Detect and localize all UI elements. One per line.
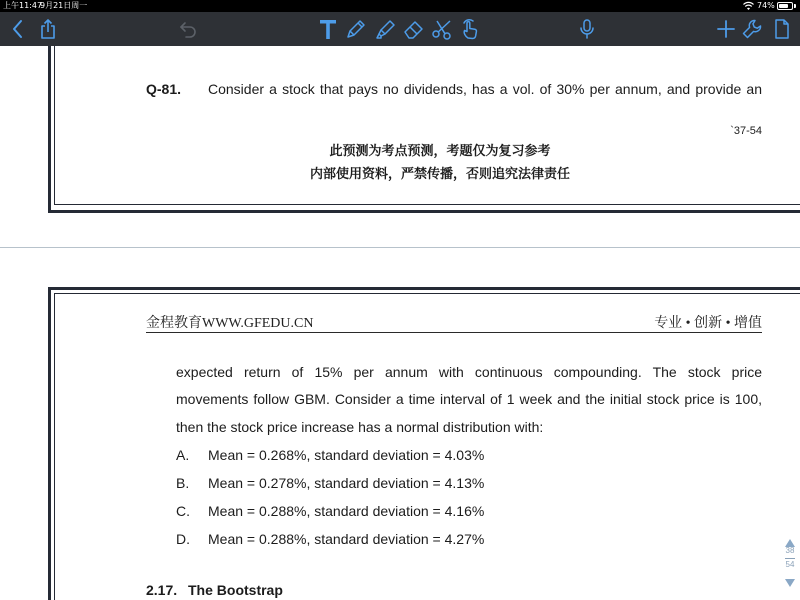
share-icon[interactable] [37,18,59,40]
total-page-number: 54 [785,560,795,569]
option-letter: C. [176,503,190,519]
battery-icon [777,2,793,10]
page-38 [0,248,800,600]
toolbar [0,12,800,46]
lasso-scissors-icon[interactable] [431,18,453,40]
status-time: 上午11:47 [3,1,43,10]
paragraph-line: movements follow GBM. Consider a time interval of 1 week and the initial stock price is 100, [176,391,762,407]
plus-icon[interactable] [715,18,737,40]
battery-level-fill [779,4,788,8]
undo-icon[interactable] [177,18,199,40]
current-page-number: 38 [785,546,795,555]
wifi-icon [743,1,754,11]
page-header [146,312,762,333]
status-date: 9月21日周一 [40,1,88,10]
page-37 [0,46,800,247]
status-bar [0,0,800,12]
battery-tip [794,4,796,8]
page-icon[interactable] [771,18,793,40]
paragraph-line: expected return of 15% per annum with continuous compounding. The stock price [176,364,762,380]
wrench-icon[interactable] [741,18,763,40]
pen-icon[interactable] [345,18,367,40]
option-letter: B. [176,475,190,491]
option-text: Mean = 0.278%, standard deviation = 4.13% [208,475,485,491]
notice-line-1: 此预测为考点预测，考题仅为复习参考 [329,144,551,159]
section-number: 2.17. [146,582,178,598]
question-text-line: Consider a stock that pays no dividends, has a vol. of 30% per annum, and provide an [208,81,762,97]
back-chevron-icon[interactable] [7,18,29,40]
battery-percent: 74% [757,1,775,10]
text-tool-icon[interactable] [317,18,339,40]
option-text: Mean = 0.288%, standard deviation = 4.16% [208,503,485,519]
option-letter: D. [176,531,190,547]
page-up-arrow-icon[interactable] [785,534,795,542]
highlighter-icon[interactable] [375,18,397,40]
hand-finger-icon[interactable] [459,18,481,40]
eraser-icon[interactable] [403,18,425,40]
option-letter: A. [176,447,190,463]
option-text: Mean = 0.268%, standard deviation = 4.03% [208,447,485,463]
notice-line-2: 内部使用资料，严禁传播，否则追究法律责任 [309,167,570,182]
header-slogan: 专业 • 创新 • 增值 [654,316,762,331]
page-down-arrow-icon[interactable] [785,574,795,582]
question-number: Q-81. [146,81,182,97]
page-reference: `37-54 [730,125,762,137]
header-publisher: 金程教育WWW.GFEDU.CN [146,316,314,331]
page-indicator-divider [785,558,795,559]
section-title: The Bootstrap [188,582,283,598]
paragraph-line: then the stock price increase has a normal distribution with: [176,419,544,435]
option-text: Mean = 0.288%, standard deviation = 4.27% [208,531,485,547]
microphone-icon[interactable] [576,18,598,40]
